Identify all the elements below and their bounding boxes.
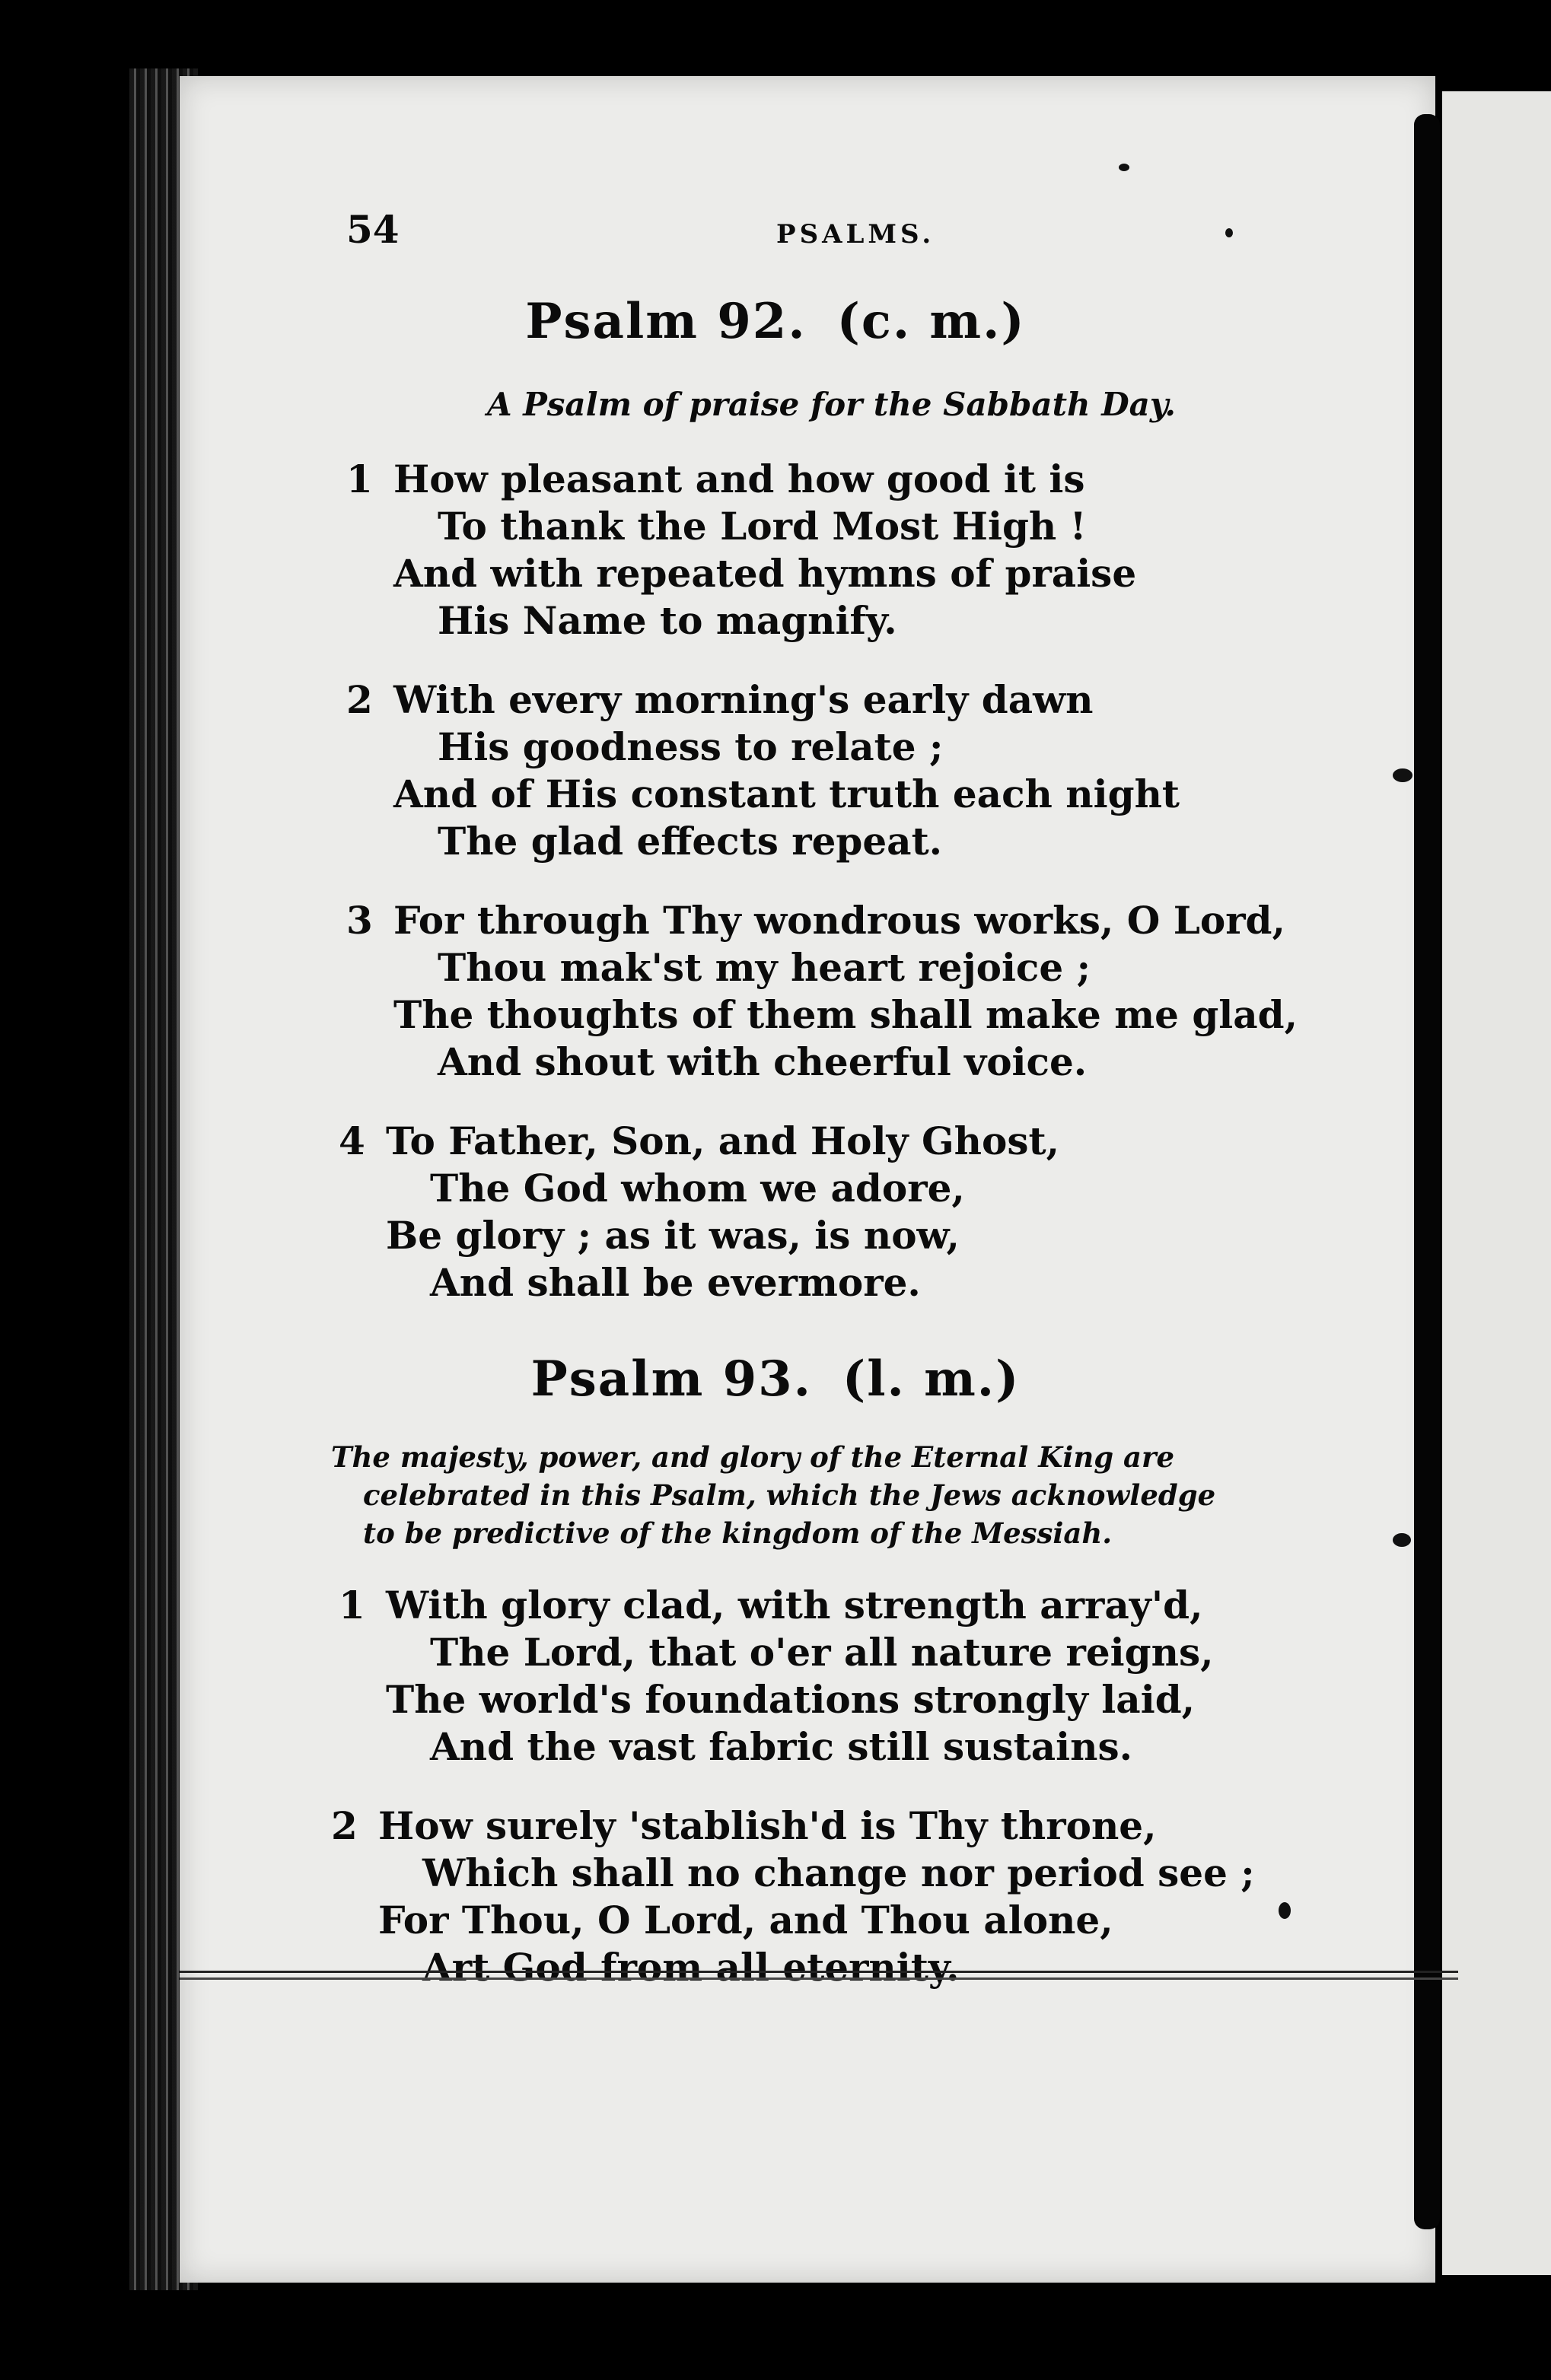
verse-line: His Name to magnify.: [438, 598, 897, 643]
stanza-number: 3: [346, 898, 373, 943]
ink-speck: [1393, 768, 1412, 782]
stanza-number: 1: [339, 1583, 365, 1628]
argument-line: The majesty, power, and glory of the Eternal King are: [331, 1440, 1175, 1474]
verse-line: And the vast fabric still sustains.: [430, 1724, 1133, 1769]
verse-line: The world's foundations strongly laid,: [386, 1677, 1196, 1722]
verse-line: The glad effects repeat.: [438, 819, 943, 864]
ink-speck: [1279, 1902, 1291, 1919]
stanza-number: 2: [346, 677, 373, 722]
argument-line: to be predictive of the kingdom of the Messiah.: [363, 1516, 1113, 1550]
running-head: PSALMS.: [776, 219, 935, 250]
verse-line: For Thou, O Lord, and Thou alone,: [378, 1898, 1113, 1943]
scan-line-artifact: [180, 1971, 1458, 1980]
psalm-93-argument: [331, 1438, 1275, 1552]
verse-line: The Lord, that o'er all nature reigns,: [430, 1630, 1214, 1675]
verse-line: To thank the Lord Most High !: [438, 504, 1087, 549]
verse-line: How pleasant and how good it is: [393, 457, 1085, 501]
ink-speck: [1119, 164, 1129, 171]
psalm-92-subtitle: A Psalm of praise for the Sabbath Day.: [487, 386, 1177, 423]
facing-page-edge: [1442, 91, 1551, 2275]
verse-line: With glory clad, with strength array'd,: [386, 1583, 1203, 1628]
ink-speck: [1393, 1533, 1411, 1547]
verse-line: And with repeated hymns of praise: [393, 551, 1137, 596]
page-number: 54: [346, 207, 400, 252]
psalm-92-heading: [0, 293, 1551, 350]
verse-line: For through Thy wondrous works, O Lord,: [393, 898, 1285, 943]
verse-line: And shout with cheerful voice.: [438, 1039, 1088, 1084]
psalm-92-title: Psalm 92.: [525, 293, 807, 350]
verse-line: The thoughts of them shall make me glad,: [393, 992, 1298, 1037]
stanza-number: 1: [346, 457, 373, 501]
psalm-93-title: Psalm 93.: [530, 1351, 812, 1408]
psalm-92-meter: (c. m.): [836, 293, 1026, 350]
verse-line: And shall be evermore.: [430, 1260, 921, 1305]
verse-line: To Father, Son, and Holy Ghost,: [386, 1118, 1060, 1163]
stanza-number: 4: [339, 1118, 365, 1163]
verse-line: Which shall no change nor period see ;: [422, 1850, 1255, 1895]
verse-line: Art God from all eternity.: [422, 1945, 960, 1990]
psalm-93-meter: (l. m.): [842, 1351, 1021, 1408]
verse-line: Thou mak'st my heart rejoice ;: [438, 945, 1091, 990]
verse-line: The God whom we adore,: [430, 1166, 965, 1211]
ink-speck: [1225, 228, 1233, 237]
verse-line: With every morning's early dawn: [393, 677, 1094, 722]
stanza-number: 2: [331, 1803, 358, 1848]
verse-line: How surely 'stablish'd is Thy throne,: [378, 1803, 1157, 1848]
psalm-93-heading: [0, 1351, 1551, 1408]
page-gutter: [1414, 114, 1440, 2229]
verse-line: His goodness to relate ;: [438, 724, 944, 769]
argument-line: celebrated in this Psalm, which the Jews acknowledge: [363, 1478, 1216, 1512]
verse-line: And of His constant truth each night: [393, 772, 1180, 816]
verse-line: Be glory ; as it was, is now,: [386, 1213, 960, 1258]
